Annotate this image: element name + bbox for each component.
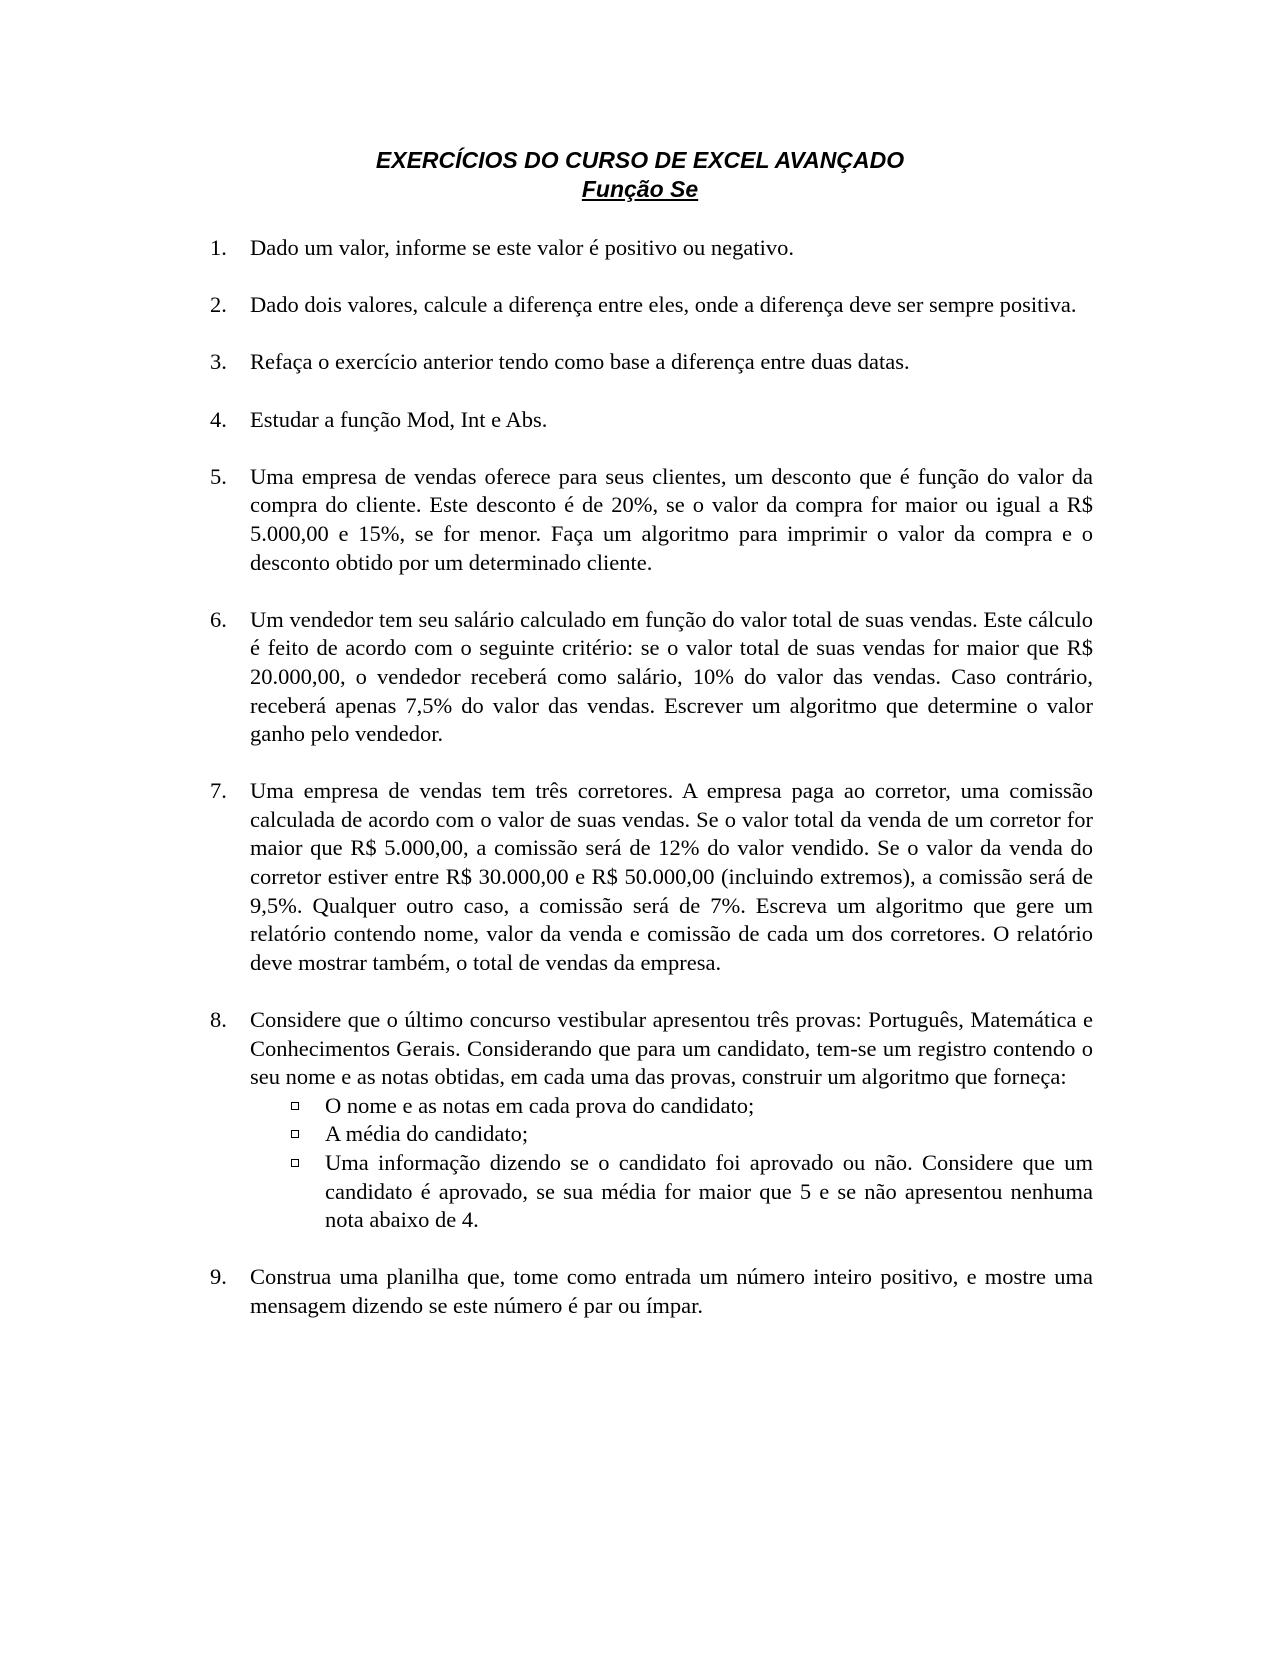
exercise-number: 6.	[210, 606, 227, 632]
page-title: EXERCÍCIOS DO CURSO DE EXCEL AVANÇADO	[375, 147, 905, 173]
exercise-text: Uma empresa de vendas oferece para seus clientes, um desconto que é função do valor da compra do cliente. Este desconto é de 20%, se o valor da compra for maior ou igual a R$ 5.000,00 e 15%, se for menor. Faça um algoritmo para imprimir o valor da compra e o desconto obtido por um determinado cliente.	[250, 463, 1093, 575]
exercise-item	[210, 1006, 1093, 1235]
exercise-item	[210, 463, 1093, 577]
requirement-item	[250, 1120, 1093, 1149]
requirement-text: Uma informação dizendo se o candidato foi aprovado ou não. Considere que um candidato é aprovado, se sua média for maior que 5 e se não apresentou nenhuma nota abaixo de 4.	[325, 1150, 1093, 1233]
exercise-number: 4.	[210, 406, 227, 432]
requirement-item	[250, 1092, 1093, 1121]
exercise-number: 7.	[210, 778, 227, 804]
exercise-number: 8.	[210, 1007, 227, 1033]
exercise-list	[210, 234, 1093, 1349]
requirement-item	[250, 1149, 1093, 1235]
page-subtitle: Função Se	[581, 176, 699, 202]
exercise-item	[210, 777, 1093, 977]
exercise-text: Estudar a função Mod, Int e Abs.	[250, 406, 548, 432]
exercise-text: Um vendedor tem seu salário calculado em função do valor total de suas vendas. Este cálculo é feito de acordo com o seguinte critério: se o valor total de suas vendas for maior que R$ 20.000,00, o vendedor receberá como salário, 10% do valor das vendas. Caso contrário, receberá apenas 7,5% do valor das vendas. Escrever um algoritmo que determine o valor ganho pelo vendedor.	[250, 606, 1093, 747]
exercise-item	[210, 1263, 1093, 1320]
exercise-item	[210, 234, 1093, 263]
exercise-text: Uma empresa de vendas tem três corretores. A empresa paga ao corretor, uma comissão calculada de acordo com o valor de suas vendas. Se o valor total da venda de um corretor for maior que R$ 5.000,00, a comissão será de 12% do valor vendido. Se o valor da venda do corretor estiver entre R$ 30.000,00 e R$ 50.000,00 (incluindo extremos), a comissão será de 9,5%. Qualquer outro caso, a comissão será de 7%. Escreva um algoritmo que gere um relatório contendo nome, valor da venda e comissão de cada um dos corretores. O relatório deve mostrar também, o total de vendas da empresa.	[250, 778, 1093, 975]
exercise-text: Refaça o exercício anterior tendo como base a diferença entre duas datas.	[250, 349, 910, 375]
exercise-text: Considere que o último concurso vestibular apresentou três provas: Português, Matemática e Conhecimentos Gerais. Considerando que para um candidato, tem-se um registro contendo o seu nome e as notas obtidas, em cada uma das provas, construir um algoritmo que forneça:	[250, 1007, 1093, 1090]
exercise-item	[210, 291, 1093, 320]
exercise-number: 9.	[210, 1264, 227, 1290]
exercise-number: 1.	[210, 235, 227, 260]
checkbox-bullet-icon	[291, 1102, 299, 1110]
exercise-text: Dado dois valores, calcule a diferença entre eles, onde a diferença deve ser sempre positiva.	[250, 292, 1077, 318]
exercise-item	[210, 348, 1093, 377]
exercise-text: Construa uma planilha que, tome como entrada um número inteiro positivo, e mostre uma mensagem dizendo se este número é par ou ímpar.	[250, 1264, 1093, 1318]
requirement-text: A média do candidato;	[325, 1121, 529, 1147]
exercise-text: Dado um valor, informe se este valor é positivo ou negativo.	[250, 235, 794, 260]
exercise-item	[210, 406, 1093, 435]
checkbox-bullet-icon	[291, 1130, 299, 1138]
exercise-number: 5.	[210, 463, 227, 489]
title-block	[0, 146, 1280, 204]
exercise-item	[210, 606, 1093, 749]
checkbox-bullet-icon	[291, 1159, 299, 1167]
requirement-text: O nome e as notas em cada prova do candidato;	[325, 1092, 755, 1118]
exercise-number: 3.	[210, 349, 227, 375]
requirement-list	[250, 1092, 1093, 1235]
exercise-number: 2.	[210, 292, 227, 318]
